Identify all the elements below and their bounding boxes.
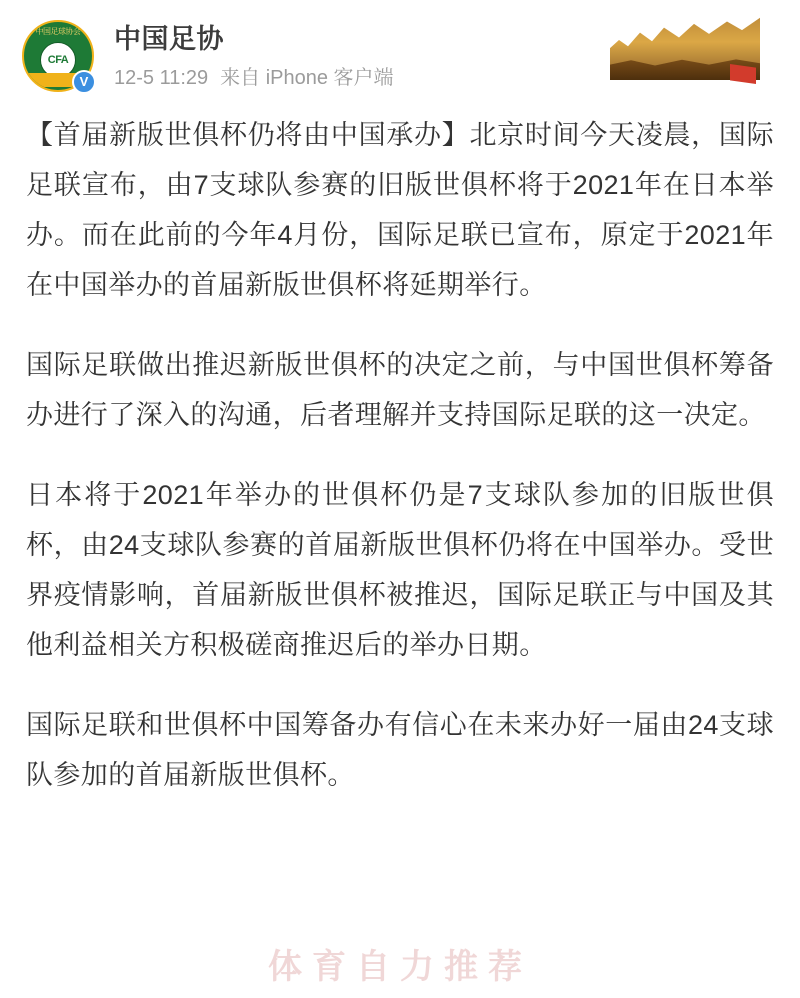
avatar-top-text: 中国足球协会 (35, 27, 81, 36)
post-body (0, 92, 800, 800)
avatar[interactable] (22, 20, 94, 92)
post-source: 来自 iPhone 客户端 (220, 67, 394, 89)
post-paragraph: 国际足联和世俱杯中国筹备办有信心在未来办好一届由24支球队参加的首届新版世俱杯。 (26, 710, 774, 790)
post-paragraph: 国际足联做出推迟新版世俱杯的决定之前，与中国世俱杯筹备办进行了深入的沟通，后者理解并支持国际足联的这一决定。 (26, 350, 774, 430)
post-paragraph: 日本将于2021年举办的世俱杯仍是7支球队参加的旧版世俱杯，由24支球队参赛的首届新版世俱杯仍将在中国举办。受世界疫情影响，首届新版世俱杯被推迟，国际足联正与中国及其他利益相关方积极磋商推迟后的举办日期。 (26, 480, 774, 660)
dove-icon: ✝ (605, 6, 629, 35)
post-paragraph: 【首届新版世俱杯仍将由中国承办】北京时间今天凌晨，国际足联宣布，由7支球队参赛的旧版世俱杯将于2021年在日本举办。而在此前的今年4月份，国际足联已宣布，原定于2021年在中国举办的首届新版世俱杯将延期举行。 (26, 120, 774, 300)
post-header (0, 0, 800, 92)
avatar-center-text: CFA (40, 42, 76, 78)
post-timestamp: 12-5 11:29 (114, 67, 209, 89)
watermark: 体育自力推荐 (268, 948, 532, 986)
verified-badge-icon: V (72, 70, 96, 94)
account-name[interactable]: 中国足协 (114, 24, 224, 54)
great-wall-banner-image (600, 0, 760, 92)
